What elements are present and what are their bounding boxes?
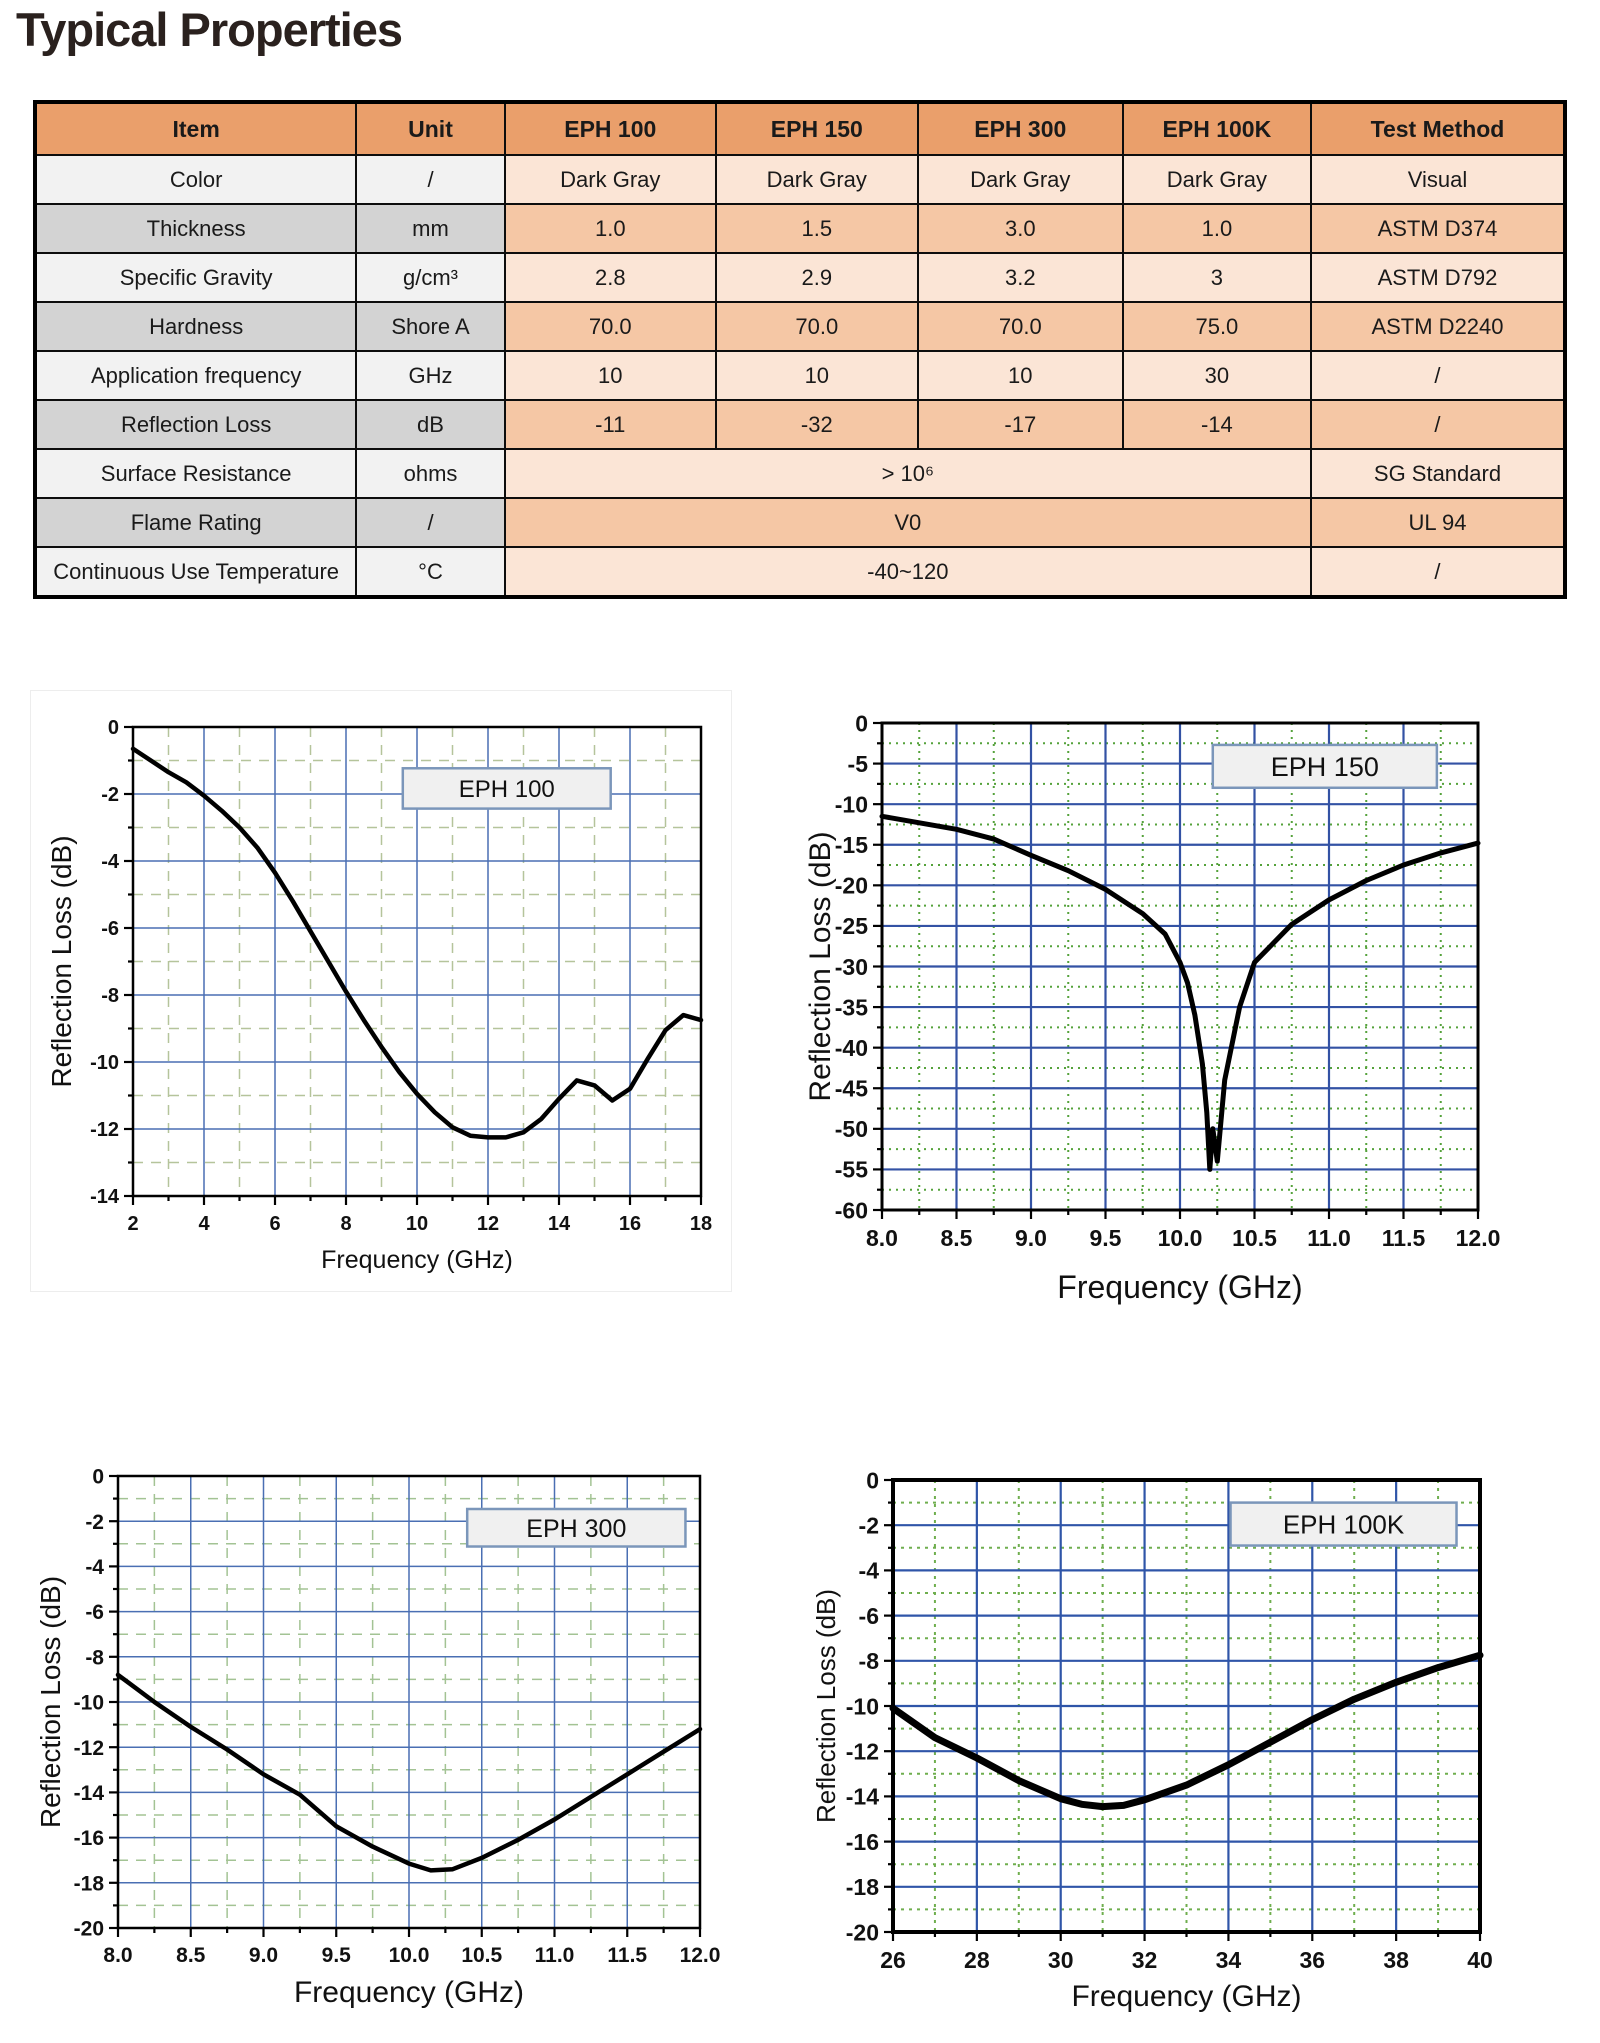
svg-text:-10: -10 — [90, 1052, 119, 1075]
svg-text:11.0: 11.0 — [534, 1944, 575, 1967]
legend-label: EPH 300 — [526, 1514, 627, 1543]
legend-label: EPH 100K — [1282, 1509, 1405, 1540]
value-cell: -32 — [716, 400, 918, 449]
legend-label: EPH 100 — [458, 776, 555, 804]
table-row — [35, 449, 1565, 498]
table-header-cell: Test Method — [1311, 102, 1565, 155]
table-header-cell: EPH 100 — [505, 102, 716, 155]
table-row — [35, 351, 1565, 400]
table-header-cell: Item — [35, 102, 356, 155]
svg-text:-4: -4 — [101, 851, 119, 874]
item-cell: Color — [35, 155, 356, 204]
svg-text:16: 16 — [618, 1213, 642, 1235]
unit-cell: / — [356, 155, 504, 204]
item-cell: Flame Rating — [35, 498, 356, 547]
value-cell: 30 — [1123, 351, 1311, 400]
svg-text:0: 0 — [866, 1467, 879, 1494]
table-header-cell: EPH 100K — [1123, 102, 1311, 155]
test-method-cell: / — [1311, 400, 1565, 449]
value-cell: 70.0 — [505, 302, 716, 351]
value-cell: 70.0 — [716, 302, 918, 351]
tick-labels — [90, 717, 712, 1235]
svg-text:30: 30 — [1047, 1947, 1074, 1973]
svg-text:-20: -20 — [845, 1919, 879, 1946]
chart-eph-100 — [30, 690, 732, 1292]
table-row — [35, 302, 1565, 351]
test-method-cell: Visual — [1311, 155, 1565, 204]
item-cell: Reflection Loss — [35, 400, 356, 449]
value-cell: 75.0 — [1123, 302, 1311, 351]
unit-cell: GHz — [356, 351, 504, 400]
y-axis-title: Reflection Loss (dB) — [811, 1588, 841, 1824]
svg-text:-60: -60 — [834, 1197, 868, 1224]
table-row — [35, 204, 1565, 253]
item-cell: Surface Resistance — [35, 449, 356, 498]
value-cell: -11 — [505, 400, 716, 449]
unit-cell: mm — [356, 204, 504, 253]
y-axis-title: Reflection Loss (dB) — [46, 835, 77, 1088]
chart-eph-300 — [30, 1440, 730, 2040]
svg-text:10.0: 10.0 — [1157, 1225, 1203, 1251]
unit-cell: / — [356, 498, 504, 547]
svg-text:6: 6 — [269, 1213, 281, 1235]
svg-text:-12: -12 — [90, 1119, 119, 1142]
y-axis-title: Reflection Loss (dB) — [35, 1575, 66, 1829]
svg-text:40: 40 — [1467, 1947, 1493, 1973]
svg-text:-18: -18 — [845, 1874, 879, 1901]
value-cell: Dark Gray — [716, 155, 918, 204]
chart-eph-150 — [800, 690, 1580, 1335]
item-cell: Specific Gravity — [35, 253, 356, 302]
test-method-cell: ASTM D792 — [1311, 253, 1565, 302]
svg-text:-8: -8 — [101, 985, 119, 1008]
svg-text:8.5: 8.5 — [176, 1944, 206, 1967]
svg-text:26: 26 — [880, 1947, 906, 1973]
unit-cell: ohms — [356, 449, 504, 498]
test-method-cell: UL 94 — [1311, 498, 1565, 547]
svg-text:-14: -14 — [90, 1186, 119, 1209]
table-row — [35, 400, 1565, 449]
item-cell: Continuous Use Temperature — [35, 547, 356, 597]
svg-text:4: 4 — [198, 1213, 210, 1235]
table-header-cell: EPH 300 — [918, 102, 1123, 155]
chart-eph-100k — [800, 1440, 1590, 2043]
value-cell: 10 — [505, 351, 716, 400]
svg-text:-55: -55 — [834, 1156, 868, 1183]
svg-text:-8: -8 — [858, 1648, 879, 1675]
unit-cell: dB — [356, 400, 504, 449]
unit-cell: °C — [356, 547, 504, 597]
svg-text:12.0: 12.0 — [1455, 1225, 1501, 1251]
svg-text:-35: -35 — [834, 994, 868, 1021]
chart-svg — [800, 1440, 1590, 2043]
svg-text:2: 2 — [127, 1213, 139, 1235]
svg-text:-30: -30 — [834, 953, 868, 980]
item-cell: Hardness — [35, 302, 356, 351]
value-cell: 10 — [716, 351, 918, 400]
svg-text:11.5: 11.5 — [1381, 1225, 1426, 1251]
svg-text:14: 14 — [547, 1213, 571, 1235]
svg-text:-20: -20 — [834, 872, 868, 899]
svg-text:8: 8 — [340, 1213, 352, 1235]
svg-text:34: 34 — [1215, 1947, 1242, 1973]
svg-text:-18: -18 — [73, 1872, 104, 1896]
legend — [403, 768, 611, 808]
svg-text:-15: -15 — [834, 832, 868, 859]
svg-text:9.5: 9.5 — [1089, 1225, 1122, 1251]
unit-cell: g/cm³ — [356, 253, 504, 302]
svg-text:-10: -10 — [73, 1691, 104, 1715]
test-method-cell: SG Standard — [1311, 449, 1565, 498]
svg-text:-16: -16 — [73, 1827, 104, 1851]
value-cell: 2.9 — [716, 253, 918, 302]
svg-text:-16: -16 — [845, 1828, 879, 1855]
svg-text:-50: -50 — [834, 1116, 868, 1143]
value-cell: 1.5 — [716, 204, 918, 253]
value-cell: Dark Gray — [505, 155, 716, 204]
svg-text:8.0: 8.0 — [866, 1225, 898, 1251]
svg-text:-10: -10 — [834, 791, 868, 818]
table-header-cell: Unit — [356, 102, 504, 155]
legend — [467, 1509, 685, 1547]
x-axis-title: Frequency (GHz) — [1071, 1980, 1302, 2013]
svg-text:-6: -6 — [101, 918, 119, 941]
svg-text:12.0: 12.0 — [679, 1944, 721, 1967]
svg-text:0: 0 — [855, 710, 868, 737]
properties-table — [33, 100, 1567, 599]
svg-text:10.5: 10.5 — [1232, 1225, 1277, 1251]
svg-text:32: 32 — [1131, 1947, 1158, 1973]
svg-text:-14: -14 — [73, 1781, 104, 1805]
svg-text:-25: -25 — [834, 913, 868, 940]
table-body — [35, 155, 1565, 597]
svg-text:-10: -10 — [845, 1693, 879, 1720]
merged-value-cell: V0 — [505, 498, 1311, 547]
svg-text:-6: -6 — [858, 1602, 879, 1629]
svg-text:10.5: 10.5 — [461, 1944, 503, 1967]
table-row — [35, 155, 1565, 204]
svg-text:-5: -5 — [847, 750, 868, 777]
svg-text:36: 36 — [1299, 1947, 1326, 1973]
svg-text:-2: -2 — [858, 1512, 879, 1539]
value-cell: -14 — [1123, 400, 1311, 449]
y-axis-title: Reflection Loss (dB) — [804, 831, 837, 1102]
svg-text:10.0: 10.0 — [388, 1944, 430, 1967]
svg-text:12: 12 — [476, 1213, 500, 1235]
value-cell: 3 — [1123, 253, 1311, 302]
test-method-cell: / — [1311, 547, 1565, 597]
value-cell: 70.0 — [918, 302, 1123, 351]
chart-svg — [800, 690, 1580, 1335]
svg-text:-14: -14 — [845, 1783, 879, 1810]
svg-text:8.5: 8.5 — [940, 1225, 973, 1251]
table-row — [35, 547, 1565, 597]
svg-text:9.0: 9.0 — [248, 1944, 279, 1967]
value-cell: 10 — [918, 351, 1123, 400]
item-cell: Thickness — [35, 204, 356, 253]
value-cell: -17 — [918, 400, 1123, 449]
x-axis-title: Frequency (GHz) — [293, 1976, 525, 2009]
svg-text:10: 10 — [405, 1213, 429, 1235]
svg-text:-40: -40 — [834, 1034, 868, 1061]
chart-svg — [31, 691, 731, 1291]
svg-text:-8: -8 — [85, 1646, 104, 1670]
chart-svg — [30, 1440, 730, 2040]
svg-text:-6: -6 — [85, 1601, 104, 1625]
table-header-cell: EPH 150 — [716, 102, 918, 155]
test-method-cell: / — [1311, 351, 1565, 400]
value-cell: 3.2 — [918, 253, 1123, 302]
table-row — [35, 498, 1565, 547]
legend — [1213, 745, 1437, 788]
svg-text:-12: -12 — [845, 1738, 879, 1765]
svg-text:0: 0 — [107, 717, 119, 740]
value-cell: Dark Gray — [1123, 155, 1311, 204]
svg-text:-4: -4 — [85, 1555, 104, 1579]
svg-text:11.5: 11.5 — [607, 1944, 648, 1967]
x-axis-title: Frequency (GHz) — [1057, 1269, 1303, 1305]
svg-text:-45: -45 — [834, 1075, 868, 1102]
test-method-cell: ASTM D374 — [1311, 204, 1565, 253]
item-cell: Application frequency — [35, 351, 356, 400]
value-cell: 1.0 — [505, 204, 716, 253]
legend-label: EPH 150 — [1270, 752, 1379, 783]
svg-text:28: 28 — [964, 1947, 990, 1973]
svg-text:9.5: 9.5 — [321, 1944, 351, 1967]
merged-value-cell: -40~120 — [505, 547, 1311, 597]
svg-text:9.0: 9.0 — [1015, 1225, 1047, 1251]
svg-text:-4: -4 — [858, 1557, 879, 1584]
svg-text:-2: -2 — [85, 1510, 104, 1534]
axis-ticks — [884, 1480, 1480, 1941]
value-cell: 1.0 — [1123, 204, 1311, 253]
table-header — [35, 102, 1565, 155]
x-axis-title: Frequency (GHz) — [321, 1246, 513, 1274]
svg-text:8.0: 8.0 — [103, 1944, 133, 1967]
page-title: Typical Properties — [16, 3, 402, 56]
merged-value-cell: > 10⁶ — [505, 449, 1311, 498]
axis-ticks — [873, 723, 1478, 1219]
table-row — [35, 253, 1565, 302]
svg-text:38: 38 — [1383, 1947, 1409, 1973]
svg-text:18: 18 — [689, 1213, 713, 1235]
unit-cell: Shore A — [356, 302, 504, 351]
value-cell: Dark Gray — [918, 155, 1123, 204]
svg-text:-2: -2 — [101, 784, 119, 807]
table-header-row — [35, 102, 1565, 155]
value-cell: 3.0 — [918, 204, 1123, 253]
svg-text:0: 0 — [92, 1465, 104, 1489]
svg-text:-20: -20 — [73, 1917, 104, 1941]
legend — [1231, 1503, 1457, 1546]
test-method-cell: ASTM D2240 — [1311, 302, 1565, 351]
value-cell: 2.8 — [505, 253, 716, 302]
svg-text:11.0: 11.0 — [1307, 1225, 1351, 1251]
svg-text:-12: -12 — [73, 1736, 104, 1760]
